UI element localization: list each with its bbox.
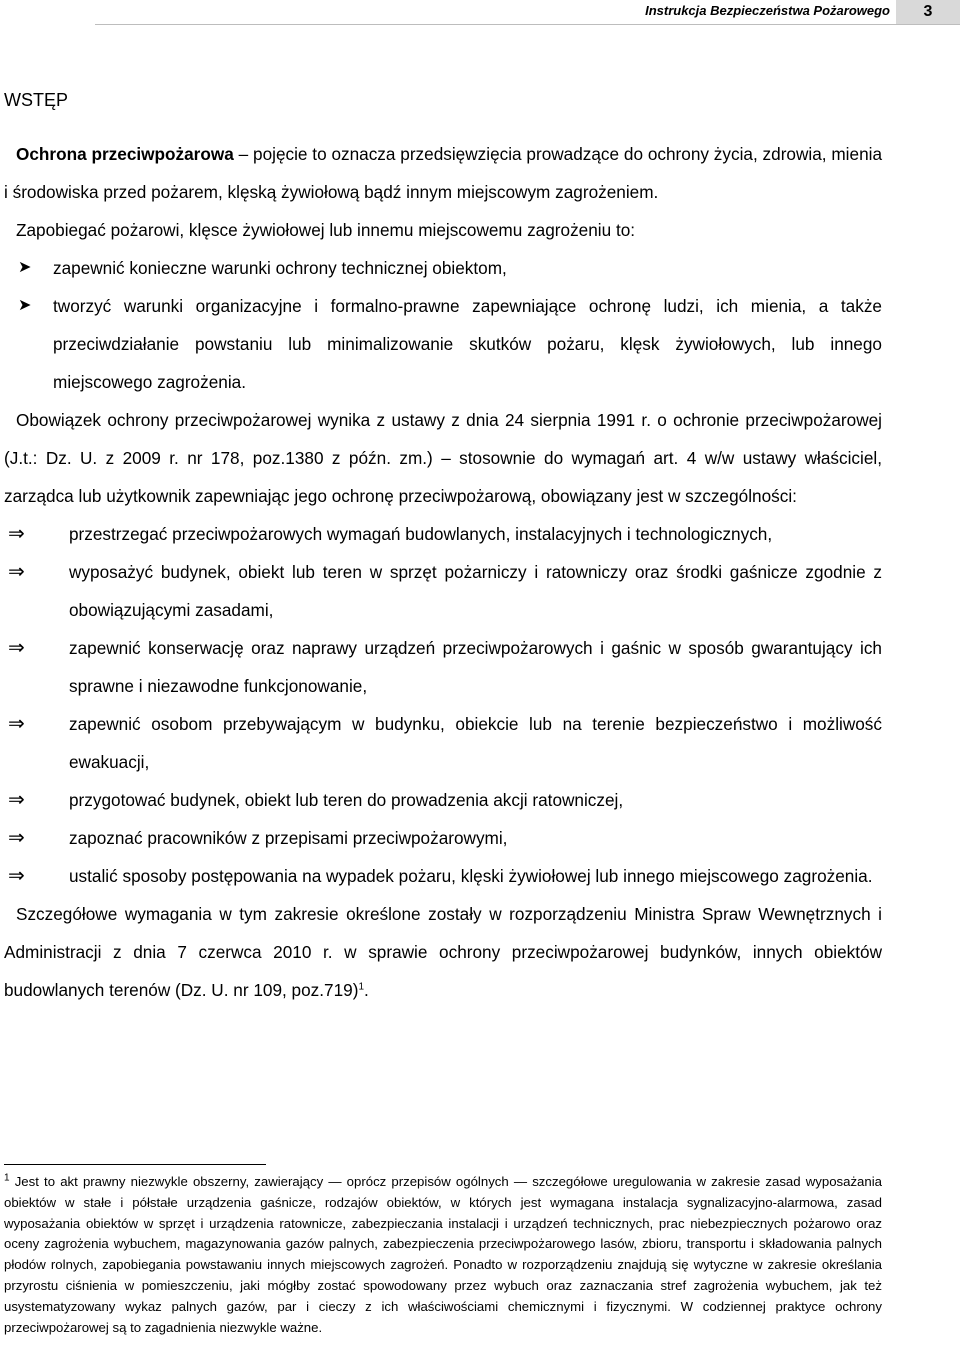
footnote-marker: 1 (4, 1172, 10, 1184)
list-item: ⇒ wyposażyć budynek, obiekt lub teren w sprzęt pożarniczy i ratowniczy oraz środki gaśnicze zgodnie z obowiązującymi zasadami, (4, 553, 882, 629)
purpose-list (4, 249, 882, 401)
arrowhead-icon: ➤ (18, 297, 32, 314)
intro-definition: – pojęcie to oznacza przedsięwzięcia prowadzące do ochrony życia, zdrowia, mienia i środowiska przed pożarem, klęską żywiołową bądź innym miejscowym zagrożeniem. (4, 144, 882, 202)
page-number: 3 (896, 0, 960, 24)
obligation-list (4, 515, 882, 895)
list-item: ⇒ zapoznać pracowników z przepisami przeciwpożarowymi, (4, 819, 882, 857)
page-header (95, 0, 960, 25)
section-title: WSTĘP (4, 90, 69, 110)
document-body (4, 135, 882, 1009)
list-item: ⇒ przygotować budynek, obiekt lub teren do prowadzenia akcji ratowniczej, (4, 781, 882, 819)
footnote-reference[interactable]: 1 (358, 981, 365, 993)
obligation-paragraph: Obowiązek ochrony przeciwpożarowej wynika z ustawy z dnia 24 sierpnia 1991 r. o ochronie przeciwpożarowej (J.t.: Dz. U. z 2009 r. nr 178, poz.1380 z późn. zm.) – stosownie do wymagań art. 4 w/w ustawy właściciel, zarządca lub użytkownik zapewniając jego ochronę przeciwpożarową, obowiązany jest w szczególności: (4, 410, 882, 506)
list-item: ➤ tworzyć warunki organizacyjne i formalno-prawne zapewniające ochronę ludzi, ich mienia, a także przeciwdziałanie powstaniu lub minimalizowanie skutków pożaru, klęsk żywiołowych, lub innego miejscowego zagrożenia. (4, 287, 882, 401)
list-item: ⇒ ustalić sposoby postępowania na wypadek pożaru, klęski żywiołowej lub innego miejscowego zagrożenia. (4, 857, 882, 895)
double-arrow-icon: ⇒ (8, 827, 25, 849)
purpose-lead: Zapobiegać pożarowi, klęsce żywiołowej lub innemu miejscowemu zagrożeniu to: (16, 220, 636, 240)
list-item: ➤ zapewnić konieczne warunki ochrony technicznej obiektom, (4, 249, 882, 287)
footnote (4, 1172, 882, 1338)
double-arrow-icon: ⇒ (8, 713, 25, 735)
list-item: ⇒ przestrzegać przeciwpożarowych wymagań budowlanych, instalacyjnych i technologicznych, (4, 515, 882, 553)
double-arrow-icon: ⇒ (8, 789, 25, 811)
intro-paragraph (4, 135, 882, 211)
double-arrow-icon: ⇒ (8, 637, 25, 659)
details-paragraph: Szczegółowe wymagania w tym zakresie określone zostały w rozporządzeniu Ministra Spraw Wewnętrznych i Administracji z dnia 7 czerwca 2010 r. w sprawie ochrony przeciwpożarowej budynków, innych obiektów budowlanych terenów (Dz. U. nr 109, poz.719)$^1$. (4, 904, 882, 1000)
list-item: ⇒ zapewnić osobom przebywającym w budynku, obiekcie lub na terenie bezpieczeństwo i możliwość ewakuacji, (4, 705, 882, 781)
double-arrow-icon: ⇒ (8, 865, 25, 887)
double-arrow-icon: ⇒ (8, 523, 25, 545)
footnote-divider (4, 1164, 266, 1165)
header-title: Instrukcja Bezpieczeństwa Pożarowego (645, 3, 890, 18)
list-item: ⇒ zapewnić konserwację oraz naprawy urządzeń przeciwpożarowych i gaśnic w sposób gwarantujący ich sprawne i niezawodne funkcjonowanie, (4, 629, 882, 705)
arrowhead-icon: ➤ (18, 259, 32, 276)
intro-term: Ochrona przeciwpożarowa (16, 144, 234, 164)
footnote-text: Jest to akt prawny niezwykle obszerny, zawierający — oprócz przepisów ogólnych — szczegółowe uregulowania w zakresie zasad wyposażania obiektów w stałe i półstałe urządzenia gaśnicze, rodzajów obiektów, w których jest wymagana instalacja sygnalizacyjno-alarmowa, zasad wyposażania obiektów w sprzęt i urządzenia ratownicze, zabezpieczania instalacji i urządzeń technicznych, prac niebezpiecznych pożarowo oraz oceny zagrożenia wybuchem, magazynowania gazów palnych, zabezpieczenia przeciwpożarowego lasów, zbioru, transportu i składowania palnych płodów rolnych, zapobiegania powstawaniu innych miejscowych zagrożeń. Ponadto w rozporządzeniu znajdują się wytyczne w zakresie określania przyrostu ciśnienia w pomieszczeniu, jaki mógłby zostać spowodowany przez wybuch oraz zaznaczania stref zagrożenia wybuchem, jak też usystematyzowany wykaz palnych gazów, par i cieczy z ich właściwościami chemicznymi i fizycznymi. W codziennej praktyce ochrony przeciwpożarowej są to zagadnienia niezwykle ważne. (4, 1174, 882, 1335)
double-arrow-icon: ⇒ (8, 561, 25, 583)
